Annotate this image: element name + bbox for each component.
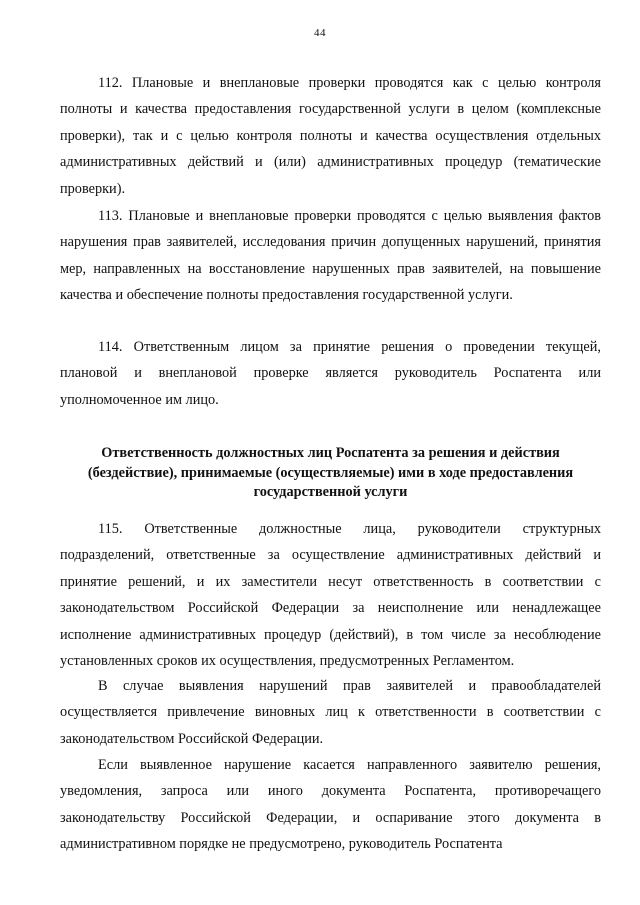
section-heading: Ответственность должностных лиц Роспатента за решения и действия (бездействие), принимаемые (осуществляемые) ими в ходе предоставления государственной услуги	[87, 445, 574, 500]
paragraph-115-violations: В случае выявления нарушений прав заявителей и правообладателей осуществляется привлечение виновных лиц к ответственности в соответствии с законодательством Российской Федерации.	[60, 678, 601, 747]
paragraph-115-contested-document: Если выявленное нарушение касается направленного заявителю решения, уведомления, запроса или иного документа Роспатента, противоречащего законодательству Российской Федерации, и оспаривание этого документа в административном порядке не предусмотрено, руководитель Роспатента	[60, 757, 601, 853]
paragraph-115: 115. Ответственные должностные лица, руководители структурных подразделений, ответственные за осуществление административных действий и принятие решений, и их заместители несут ответственность в соответствии с законодательством Российской Федерации за неисполнение или ненадлежащее исполнение административных процедур (действий), в том числе за несоблюдение установленных сроков их осуществления, предусмотренных Регламентом.	[60, 521, 601, 670]
paragraph-113: 113. Плановые и внеплановые проверки проводятся с целью выявления фактов нарушения прав заявителей, исследования причин допущенных нарушений, принятия мер, направленных на восстановление нарушенных прав заявителей, на повышение качества и обеспечение полноты предоставления государственной услуги.	[60, 208, 601, 304]
paragraph-112: 112. Плановые и внеплановые проверки проводятся как с целью контроля полноты и качества предоставления государственной услуги в целом (комплексные проверки), так и с целью контроля полноты и качества осуществления отдельных административных действий и (или) административных процедур (тематические проверки).	[60, 75, 601, 197]
paragraph-114: 114. Ответственным лицом за принятие решения о проведении текущей, плановой и внеплановой проверке является руководитель Роспатента или уполномоченное им лицо.	[60, 339, 601, 408]
page-number: 44	[314, 27, 326, 39]
